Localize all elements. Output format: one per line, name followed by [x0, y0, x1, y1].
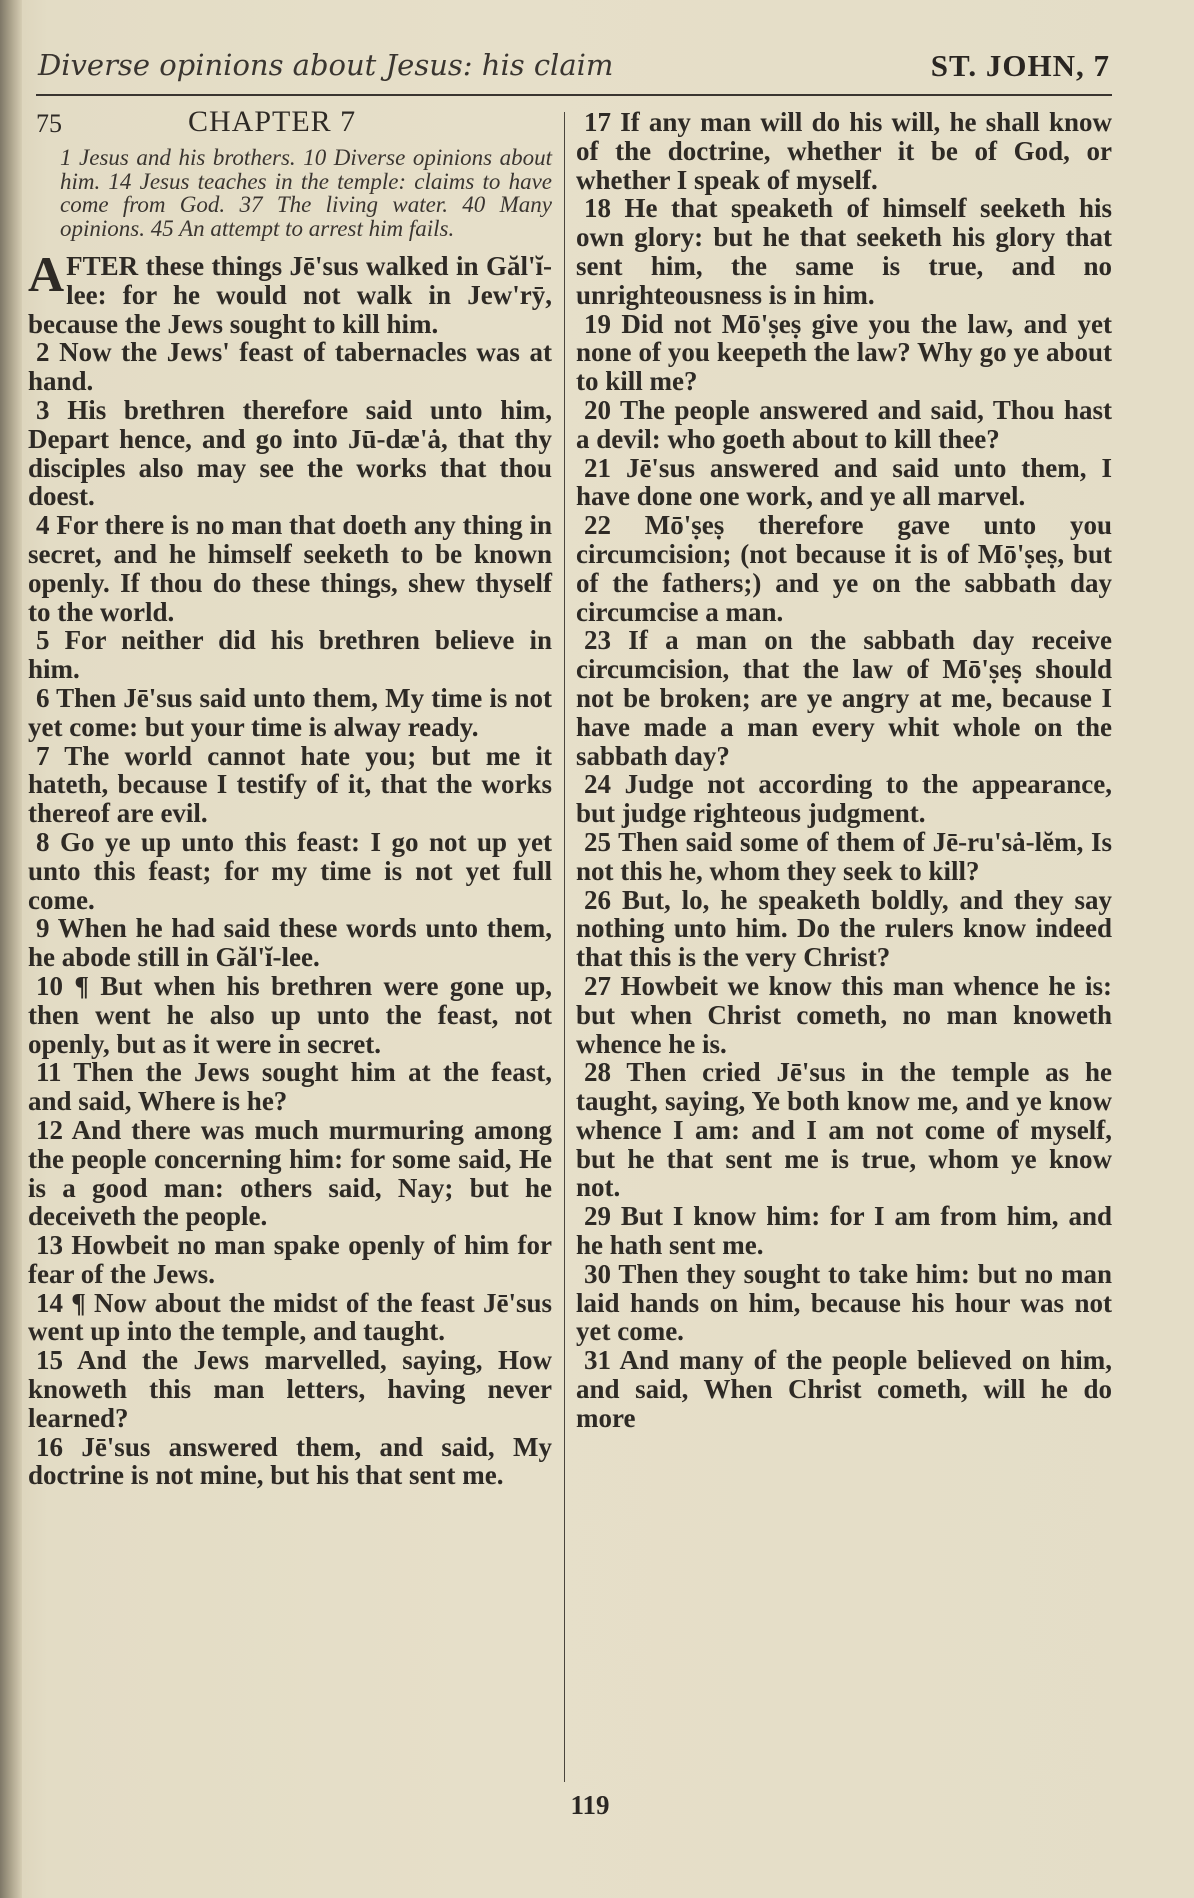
verse-2: 2 Now the Jews' feast of tabernacles was at hand. [28, 337, 552, 397]
verse-23: 23 If a man on the sabbath day receive circumcision, that the law of Mō'ṣeṣ should not be broken; are ye angry at me, because I have made a man every whit whole on the sabbath day? [576, 625, 1112, 771]
left-column [28, 105, 552, 1491]
verse-30: 30 Then they sought to take him: but no man laid hands on him, because his hour was not yet come. [576, 1258, 1112, 1347]
verse-18: 18 He that speaketh of himself seeketh his own glory: but he that seeketh his glory that sent him, the same is true, and no unrighteousness is in him. [576, 193, 1112, 310]
header-book-chapter: ST. JOHN, 7 [930, 48, 1110, 83]
verse-11: 11 Then the Jews sought him at the feast, and said, Where is he? [28, 1057, 552, 1117]
verse-27: 27 Howbeit we know this man whence he is: but when Christ cometh, no man knoweth whence he is. [576, 970, 1112, 1059]
chapter-sequence-number: 75 [36, 109, 62, 138]
verse-17: 17 If any man will do his will, he shall know of the doctrine, whether it be of God, or whether I speak of myself. [576, 107, 1112, 195]
chapter-heading [28, 105, 552, 142]
verse-1-rest: in Găl'ĭ-lee: for he would not walk in Jew'rȳ, because the Jews sought to kill him. [28, 251, 552, 339]
verse-21: 21 Jē'sus answered and said unto them, I have done one work, and ye all marvel. [576, 452, 1112, 512]
verse-29: 29 But I know him: for I am from him, and he hath sent me. [576, 1201, 1112, 1261]
verse-31: 31 And many of the people believed on him, and said, When Christ cometh, will he do more [576, 1345, 1112, 1433]
verse-1-opening: these things Jē'sus walked [138, 251, 449, 281]
verse-13: 13 Howbeit no man spake openly of him for fear of the Jews. [28, 1230, 552, 1289]
verse-26: 26 But, lo, he speaketh boldly, and they say nothing unto him. Do the rulers know indeed that this is the very Christ? [576, 884, 1112, 973]
verse-9: 9 When he had said these words unto them, he abode still in Găl'ĭ-lee. [28, 913, 552, 973]
verse-16: 16 Jē'sus answered them, and said, My doctrine is not mine, but his that sent me. [28, 1431, 552, 1491]
verse-1 [28, 246, 552, 339]
page-spine-shadow [0, 0, 22, 1898]
page-number: 119 [570, 1790, 610, 1820]
running-header [38, 48, 1110, 96]
header-topic: Diverse opinions about Jesus: his claim [38, 48, 614, 82]
verse-14: 14 ¶ Now about the midst of the feast Jē'sus went up into the temple, and taught. [28, 1287, 552, 1347]
header-rule [36, 94, 1112, 96]
verse-3: 3 His brethren therefore said unto him, Depart hence, and go into Jū-dæ'ȧ, that thy disciples also may see the works that thou doest. [28, 394, 552, 512]
verse-15: 15 And the Jews marvelled, saying, How knoweth this man letters, having never learned? [28, 1345, 552, 1433]
column-divider [564, 112, 565, 1782]
verse-12: 12 And there was much murmuring among the people concerning him: for some said, He is a good man: others said, Nay; but he deceiveth the people. [28, 1114, 552, 1232]
chapter-summary: 1 Jesus and his brothers. 10 Diverse opinions about him. 14 Jesus teaches in the temple: claims to have come from God. 37 The living water. 40 Many opinions. 45 An attempt to arrest him fails. [60, 145, 552, 241]
verse-5: 5 For neither did his brethren believe in him. [28, 625, 552, 685]
verse-28: 28 Then cried Jē'sus in the temple as he taught, saying, Ye both know me, and ye know whence I am: and I am not come of myself, but he that sent me is true, whom ye know not. [576, 1057, 1112, 1203]
verse-4: 4 For there is no man that doeth any thing in secret, and he himself seeketh to be known openly. If thou do these things, shew thyself to the world. [28, 510, 552, 627]
right-column [576, 108, 1112, 1433]
verse-7: 7 The world cannot hate you; but me it hateth, because I testify of it, that the works thereof are evil. [28, 740, 552, 829]
verse-8: 8 Go ye up unto this feast: I go not up yet unto this feast; for my time is not yet full come. [28, 826, 552, 915]
verse-20: 20 The people answered and said, Thou hast a devil: who goeth about to kill thee? [576, 394, 1112, 454]
chapter-title: CHAPTER 7 [188, 105, 357, 138]
verse-10: 10 ¶ But when his brethren were gone up, then went he also up unto the feast, not openly, but as it were in secret. [28, 970, 552, 1059]
verse-1-smallcaps: FTER [66, 251, 139, 281]
verse-6: 6 Then Jē'sus said unto them, My time is not yet come: but your time is alway ready. [28, 682, 552, 742]
verse-24: 24 Judge not according to the appearance, but judge righteous judgment. [576, 769, 1112, 829]
dropcap-letter: A [28, 246, 65, 302]
verse-19: 19 Did not Mō'ṣeṣ give you the law, and yet none of you keepeth the law? Why go ye about to kill me? [576, 308, 1112, 397]
verse-22: 22 Mō'ṣeṣ therefore gave unto you circumcision; (not because it is of Mō'ṣeṣ, but of the fathers;) and ye on the sabbath day circumcise a man. [576, 510, 1112, 627]
verse-25: 25 Then said some of them of Jē-ru'sȧ-lĕm, Is not this he, whom they seek to kill? [576, 826, 1112, 886]
